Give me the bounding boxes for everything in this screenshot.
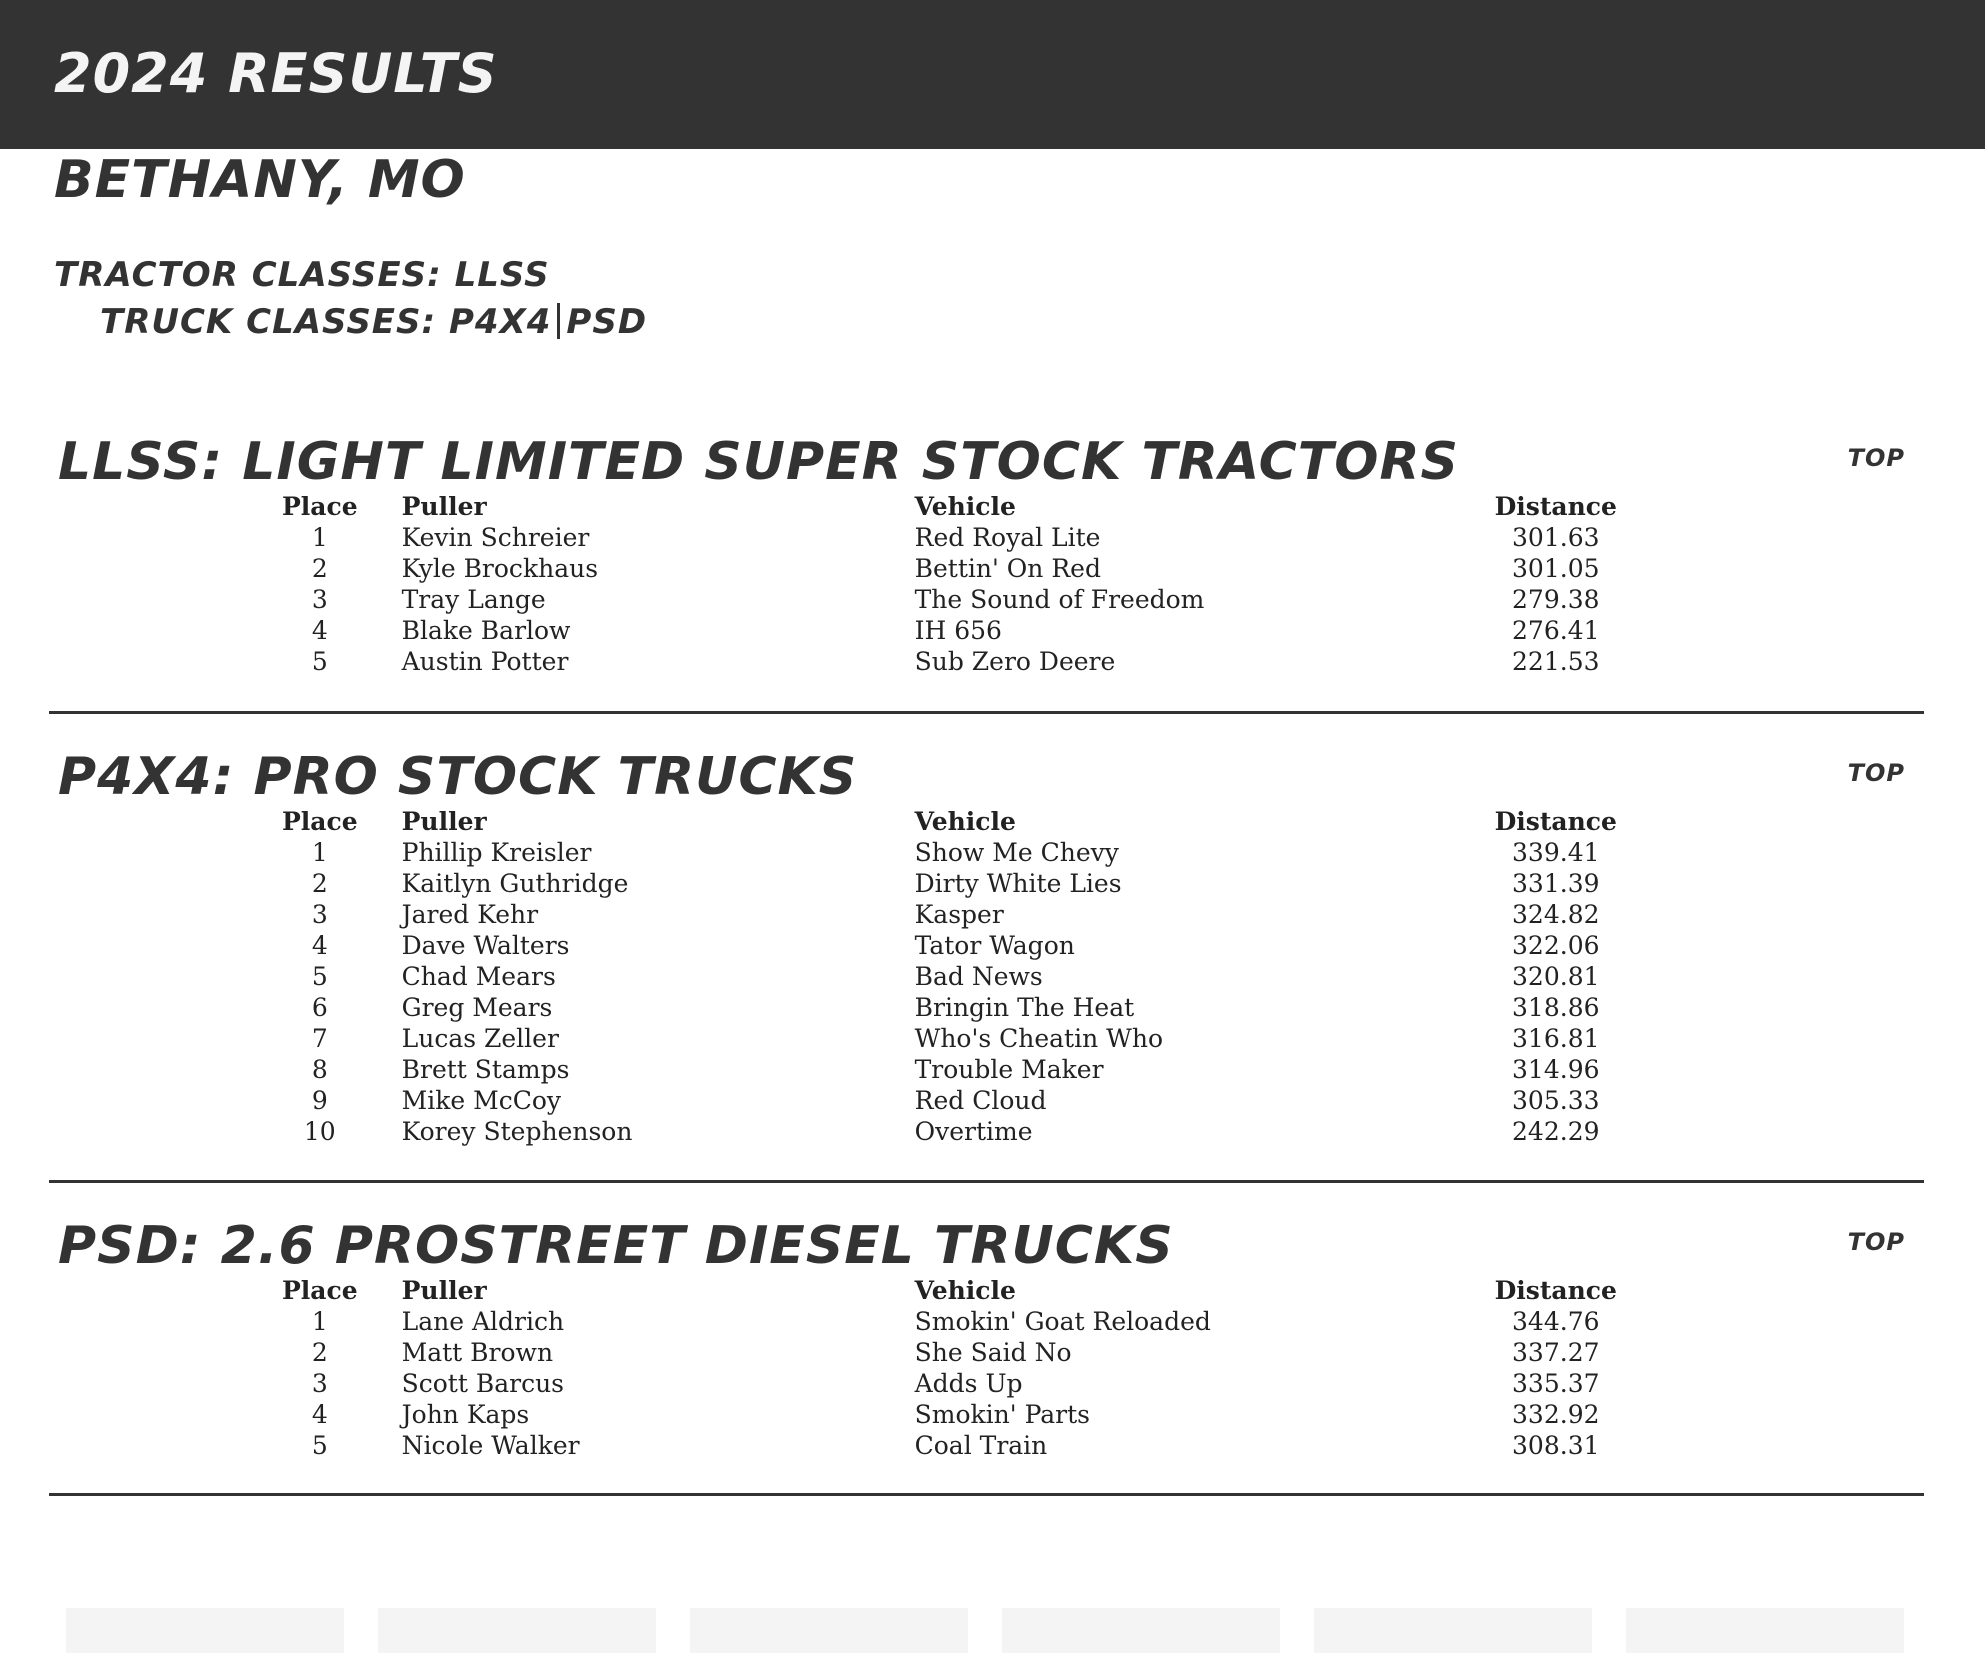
class-link-llss[interactable]: LLSS: [454, 255, 550, 295]
table-row: [0, 868, 1985, 899]
puller-cell: Kevin Schreier: [401, 523, 590, 552]
table-row: [0, 1368, 1985, 1399]
table-row: [0, 584, 1985, 615]
results-table: [0, 491, 1985, 677]
puller-cell: Tray Lange: [401, 585, 546, 614]
top-link[interactable]: TOP: [1847, 1228, 1905, 1256]
table-header-row: [0, 491, 1985, 522]
table-row: [0, 930, 1985, 961]
header-bar: [0, 0, 1985, 149]
vehicle-cell: Kasper: [914, 900, 1004, 929]
place-cell: 3: [311, 585, 328, 614]
sponsor-tile[interactable]: [378, 1608, 656, 1653]
col-header-place: Place: [282, 807, 358, 836]
place-cell: 10: [303, 1117, 336, 1146]
distance-cell: 242.29: [1512, 1117, 1600, 1146]
puller-cell: Nicole Walker: [401, 1431, 580, 1460]
distance-cell: 331.39: [1512, 869, 1600, 898]
event-location: BETHANY, MO: [54, 150, 466, 210]
place-cell: 2: [311, 869, 328, 898]
table-header-row: [0, 1275, 1985, 1306]
sponsor-tile[interactable]: [690, 1608, 968, 1653]
results-table: [0, 806, 1985, 1147]
top-link[interactable]: TOP: [1847, 444, 1905, 472]
col-header-puller: Puller: [401, 492, 487, 521]
place-cell: 4: [311, 931, 328, 960]
puller-cell: Mike McCoy: [401, 1086, 562, 1115]
distance-cell: 344.76: [1512, 1307, 1600, 1336]
table-row: [0, 522, 1985, 553]
puller-cell: Korey Stephenson: [401, 1117, 633, 1146]
vehicle-cell: IH 656: [914, 616, 1002, 645]
vehicle-cell: Trouble Maker: [914, 1055, 1104, 1084]
puller-cell: Jared Kehr: [401, 900, 539, 929]
place-cell: 1: [311, 523, 328, 552]
sponsor-tile[interactable]: [1002, 1608, 1280, 1653]
divider: [49, 711, 1924, 714]
table-row: [0, 1085, 1985, 1116]
col-header-vehicle: Vehicle: [914, 1276, 1016, 1305]
table-row: [0, 615, 1985, 646]
puller-cell: Dave Walters: [401, 931, 570, 960]
tractor-classes-label: TRACTOR CLASSES:: [54, 255, 442, 295]
place-cell: 7: [311, 1024, 328, 1053]
table-row: [0, 837, 1985, 868]
vehicle-cell: Sub Zero Deere: [914, 647, 1116, 676]
table-row: [0, 1430, 1985, 1461]
table-row: [0, 992, 1985, 1023]
distance-cell: 305.33: [1512, 1086, 1600, 1115]
class-separator: [557, 303, 560, 339]
class-link-psd[interactable]: PSD: [566, 302, 648, 342]
puller-cell: Phillip Kreisler: [401, 838, 592, 867]
table-row: [0, 646, 1985, 677]
vehicle-cell: Who's Cheatin Who: [914, 1024, 1163, 1053]
puller-cell: Blake Barlow: [401, 616, 571, 645]
vehicle-cell: Red Royal Lite: [914, 523, 1101, 552]
distance-cell: 320.81: [1512, 962, 1600, 991]
vehicle-cell: Bad News: [914, 962, 1043, 991]
puller-cell: Brett Stamps: [401, 1055, 570, 1084]
distance-cell: 301.05: [1512, 554, 1600, 583]
table-row: [0, 899, 1985, 930]
puller-cell: Kaitlyn Guthridge: [401, 869, 629, 898]
vehicle-cell: The Sound of Freedom: [914, 585, 1205, 614]
puller-cell: Matt Brown: [401, 1338, 554, 1367]
top-link[interactable]: TOP: [1847, 759, 1905, 787]
puller-cell: Lane Aldrich: [401, 1307, 565, 1336]
table-row: [0, 1337, 1985, 1368]
puller-cell: John Kaps: [401, 1400, 530, 1429]
distance-cell: 335.37: [1512, 1369, 1600, 1398]
place-cell: 5: [311, 647, 328, 676]
col-header-place: Place: [282, 492, 358, 521]
distance-cell: 332.92: [1512, 1400, 1600, 1429]
place-cell: 3: [311, 900, 328, 929]
sponsor-tile[interactable]: [66, 1608, 344, 1653]
table-row: [0, 1023, 1985, 1054]
distance-cell: 276.41: [1512, 616, 1600, 645]
vehicle-cell: Smokin' Parts: [914, 1400, 1091, 1429]
place-cell: 5: [311, 1431, 328, 1460]
divider: [49, 1493, 1924, 1496]
page-title: 2024 RESULTS: [54, 42, 498, 105]
col-header-puller: Puller: [401, 1276, 487, 1305]
truck-classes: [100, 302, 647, 342]
place-cell: 1: [311, 838, 328, 867]
distance-cell: 339.41: [1512, 838, 1600, 867]
puller-cell: Greg Mears: [401, 993, 553, 1022]
col-header-distance: Distance: [1494, 492, 1617, 521]
results-table: [0, 1275, 1985, 1461]
place-cell: 8: [311, 1055, 328, 1084]
truck-classes-label: TRUCK CLASSES:: [100, 302, 437, 342]
tractor-classes: [54, 255, 550, 295]
vehicle-cell: Adds Up: [914, 1369, 1023, 1398]
place-cell: 1: [311, 1307, 328, 1336]
place-cell: 5: [311, 962, 328, 991]
place-cell: 6: [311, 993, 328, 1022]
puller-cell: Chad Mears: [401, 962, 556, 991]
place-cell: 2: [311, 554, 328, 583]
vehicle-cell: Dirty White Lies: [914, 869, 1122, 898]
vehicle-cell: Bettin' On Red: [914, 554, 1101, 583]
puller-cell: Austin Potter: [401, 647, 569, 676]
vehicle-cell: Show Me Chevy: [914, 838, 1119, 867]
vehicle-cell: She Said No: [914, 1338, 1072, 1367]
place-cell: 9: [311, 1086, 328, 1115]
class-link-p4x4[interactable]: P4X4: [448, 302, 552, 342]
puller-cell: Kyle Brockhaus: [401, 554, 599, 583]
col-header-place: Place: [282, 1276, 358, 1305]
sponsor-tile[interactable]: [1314, 1608, 1592, 1653]
distance-cell: 322.06: [1512, 931, 1600, 960]
table-row: [0, 1116, 1985, 1147]
distance-cell: 301.63: [1512, 523, 1600, 552]
distance-cell: 308.31: [1512, 1431, 1600, 1460]
divider: [49, 1180, 1924, 1183]
vehicle-cell: Tator Wagon: [914, 931, 1075, 960]
place-cell: 4: [311, 1400, 328, 1429]
table-header-row: [0, 806, 1985, 837]
section-heading: LLSS: LIGHT LIMITED SUPER STOCK TRACTORS: [58, 432, 1459, 492]
distance-cell: 337.27: [1512, 1338, 1600, 1367]
distance-cell: 316.81: [1512, 1024, 1600, 1053]
vehicle-cell: Overtime: [914, 1117, 1033, 1146]
distance-cell: 314.96: [1512, 1055, 1600, 1084]
distance-cell: 318.86: [1512, 993, 1600, 1022]
vehicle-cell: Red Cloud: [914, 1086, 1047, 1115]
col-header-distance: Distance: [1494, 807, 1617, 836]
table-row: [0, 1306, 1985, 1337]
section-heading: PSD: 2.6 PROSTREET DIESEL TRUCKS: [58, 1216, 1174, 1276]
footer-sponsor-strip: [66, 1608, 1906, 1653]
table-row: [0, 1399, 1985, 1430]
distance-cell: 324.82: [1512, 900, 1600, 929]
vehicle-cell: Bringin The Heat: [914, 993, 1135, 1022]
table-row: [0, 1054, 1985, 1085]
table-row: [0, 961, 1985, 992]
sponsor-tile[interactable]: [1626, 1608, 1904, 1653]
place-cell: 3: [311, 1369, 328, 1398]
place-cell: 4: [311, 616, 328, 645]
col-header-vehicle: Vehicle: [914, 492, 1016, 521]
table-row: [0, 553, 1985, 584]
puller-cell: Lucas Zeller: [401, 1024, 559, 1053]
col-header-puller: Puller: [401, 807, 487, 836]
section-heading: P4X4: PRO STOCK TRUCKS: [58, 747, 858, 807]
col-header-vehicle: Vehicle: [914, 807, 1016, 836]
distance-cell: 279.38: [1512, 585, 1600, 614]
vehicle-cell: Smokin' Goat Reloaded: [914, 1307, 1211, 1336]
puller-cell: Scott Barcus: [401, 1369, 565, 1398]
col-header-distance: Distance: [1494, 1276, 1617, 1305]
place-cell: 2: [311, 1338, 328, 1367]
vehicle-cell: Coal Train: [914, 1431, 1048, 1460]
distance-cell: 221.53: [1512, 647, 1600, 676]
